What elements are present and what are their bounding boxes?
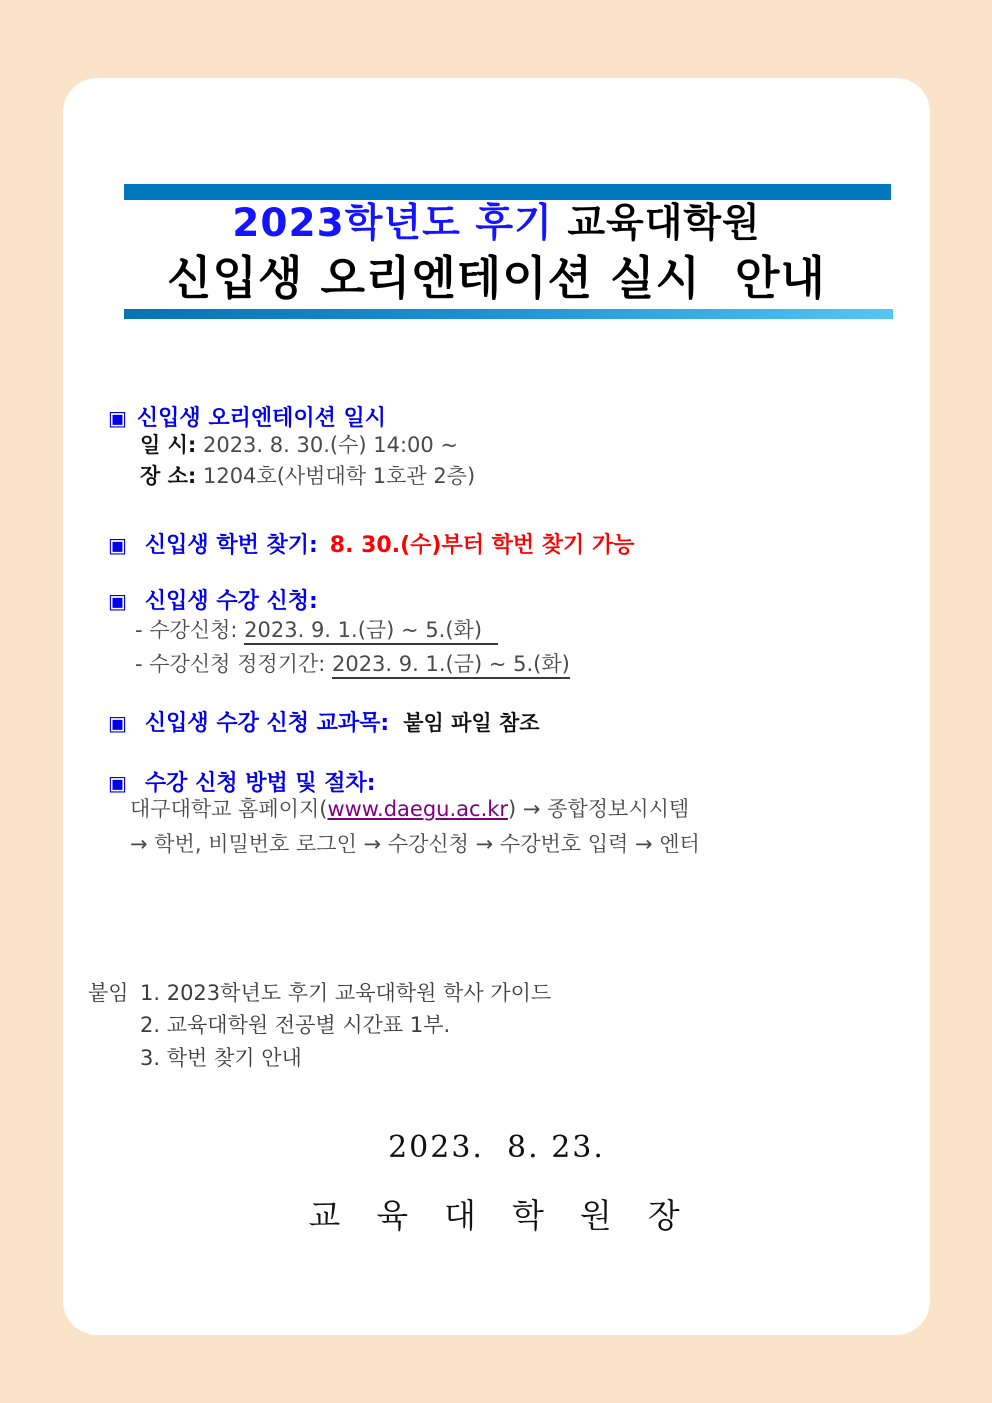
registration-correction-value: 2023. 9. 1.(금) ~ 5.(화) [332,652,570,679]
student-id-notice: 8. 30.(수)부터 학번 찾기 가능 [329,533,635,558]
section-orientation-heading [108,401,386,432]
procedure-line1-pre: 대구대학교 홈페이지( [130,797,328,821]
section-registration-heading [108,584,318,615]
orientation-datetime-row [140,432,458,458]
registration-period-label: - 수강신청: [135,618,245,642]
section-heading-text: 신입생 수강 신청: [144,589,318,614]
procedure-line1-post: ) → 종합정보시시템 [508,797,690,821]
venue-value: 1204호(사범대학 1호관 2층) [202,464,476,488]
document-title-line1 [63,200,930,248]
datetime-value: 2023. 8. 30.(수) 14:00 ~ [202,433,459,457]
attachment-item-3: 3. 학번 찾기 안내 [140,1046,302,1070]
square-bullet-icon: ▣ [108,406,127,430]
venue-label: 장 소: [140,464,197,488]
issue-date: 2023. 8. 23. [388,1130,605,1165]
notice-document [63,78,930,1335]
header-bottom-bar [124,309,893,319]
square-bullet-icon: ▣ [108,533,127,557]
section-procedure-heading [108,766,376,797]
section-heading-text: 신입생 오리엔테이션 일시 [136,406,386,431]
registration-period-value: 2023. 9. 1.(금) ~ 5.(화) [244,618,498,645]
attachment-item-2: 2. 교육대학원 전공별 시간표 1부. [140,1013,451,1037]
document-title-line2: 신입생 오리엔테이션 실시 안내 [167,251,826,305]
datetime-label: 일 시: [140,433,197,457]
orientation-venue-row [140,463,475,489]
daegu-homepage-link[interactable]: www.daegu.ac.kr [327,797,509,821]
square-bullet-icon: ▣ [108,771,127,795]
registration-correction-row [135,651,570,677]
title-term-highlight: 2023학년도 후기 [232,201,553,246]
attachments-prefix: 붙임 [88,981,129,1005]
section-heading-text: 신입생 수강 신청 교과목: [144,711,390,736]
signer-title: 교 육 대 학 원 장 [308,1196,685,1235]
registration-period-row [135,617,498,643]
section-student-id-row [108,528,634,559]
title-term-rest: 교육대학원 [552,201,761,246]
square-bullet-icon: ▣ [108,711,127,735]
square-bullet-icon: ▣ [108,589,127,613]
courses-attachment-note: 붙임 파일 참조 [403,711,540,735]
registration-correction-label: - 수강신청 정정기간: [135,652,332,676]
section-heading-text: 수강 신청 방법 및 절차: [144,771,376,796]
procedure-step-row1 [130,796,689,822]
procedure-step-row2: → 학번, 비밀번호 로그인 → 수강신청 → 수강번호 입력 → 엔터 [130,832,700,856]
attachment-item-1: 1. 2023학년도 후기 교육대학원 학사 가이드 [140,981,552,1005]
section-heading-text: 신입생 학번 찾기: [144,533,318,558]
header-top-bar [124,184,891,200]
section-courses-row [108,706,540,737]
